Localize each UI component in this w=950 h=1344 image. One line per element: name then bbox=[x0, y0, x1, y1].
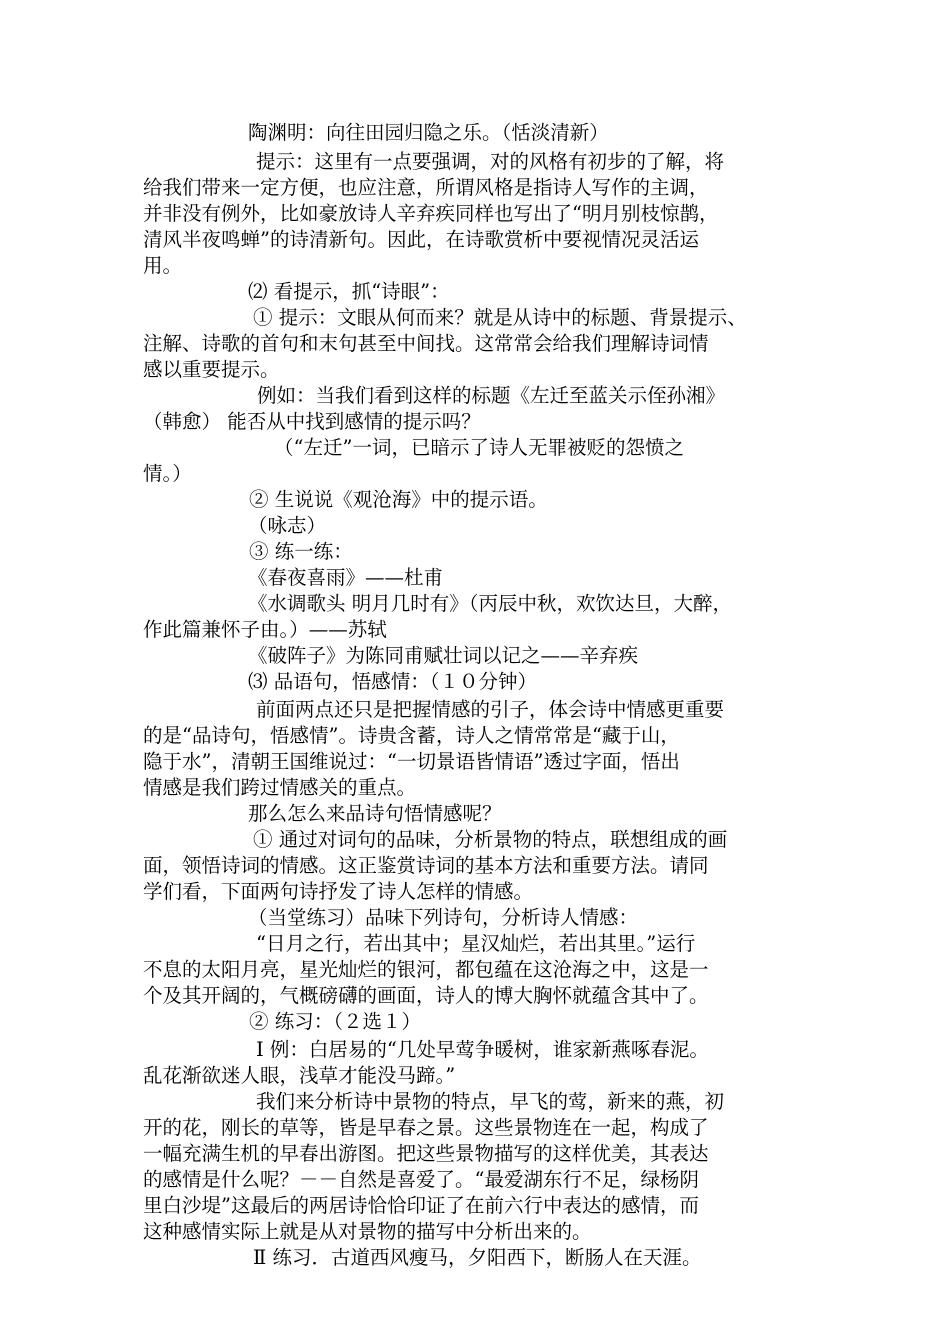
text-line: 这种感情实际上就是从对景物的描写中分析出来的。 bbox=[143, 1220, 592, 1243]
text-line: 《破阵子》为陈同甫赋壮词以记之——辛弃疾 bbox=[248, 644, 639, 667]
text-line: 隐于水”，清朝王国维说过：“一切景语皆情语”透过字面，悟出 bbox=[143, 750, 680, 773]
text-line: 不息的太阳月亮，星光灿烂的银河，都包蕴在这沧海之中，这是一 bbox=[143, 958, 709, 981]
text-line: 提示：这里有一点要强调，对的风格有初步的了解，将 bbox=[256, 150, 725, 173]
text-line: 的感情是什么呢？－－自然是喜爱了。“最爱湖东行不足，绿杨阴 bbox=[143, 1168, 699, 1191]
text-line: 《春夜喜雨》——杜甫 bbox=[248, 566, 444, 589]
text-line: ① 通过对词句的品味，分析景物的特点，联想组成的画 bbox=[253, 828, 728, 851]
text-line: ② 练习：（２选１） bbox=[249, 1010, 421, 1033]
text-line: 用。 bbox=[143, 254, 183, 277]
text-line: 并非没有例外，比如豪放诗人辛弃疾同样也写出了“明月别枝惊鹊， bbox=[143, 202, 719, 225]
text-line: 面，领悟诗词的情感。这正鉴赏诗词的基本方法和重要方法。请同 bbox=[143, 854, 709, 877]
text-line: 学们看，下面两句诗抒发了诗人怎样的情感。 bbox=[143, 880, 534, 903]
text-line: 注解、诗歌的首句和末句甚至中间找。这常常会给我们理解诗词情 bbox=[143, 332, 709, 355]
text-line: 情感是我们跨过情感关的重点。 bbox=[143, 776, 417, 799]
text-line: Ⅰ 例：白居易的“几处早莺争暖树，谁家新燕啄春泥。 bbox=[256, 1038, 709, 1061]
text-line: 个及其开阔的，气概磅礴的画面，诗人的博大胸怀就蕴含其中了。 bbox=[143, 984, 709, 1007]
text-line: （当堂练习）品味下列诗句，分析诗人情感： bbox=[248, 906, 639, 929]
text-line: 清风半夜鸣蝉”的诗清新句。因此，在诗歌赏析中要视情况灵活运 bbox=[143, 228, 699, 251]
text-line: 情。） bbox=[143, 462, 192, 485]
text-line: ⑵ 看提示，抓“诗眼”： bbox=[248, 280, 450, 303]
text-line: 感以重要提示。 bbox=[143, 358, 280, 381]
text-line: 《水调歌头 明月几时有》（丙辰中秋，欢饮达旦，大醉， bbox=[248, 592, 732, 615]
text-line: ⑶ 品语句，悟感情：（１０分钟） bbox=[248, 670, 537, 693]
text-line: 我们来分析诗中景物的特点，早飞的莺，新来的燕，初 bbox=[256, 1090, 725, 1113]
text-line: 陶渊明：向往田园归隐之乐。（恬淡清新） bbox=[248, 121, 609, 144]
text-line: 里白沙堤”这最后的两居诗恰恰印证了在前六行中表达的感情，而 bbox=[143, 1194, 699, 1217]
text-line: （“左迁”一词，已暗示了诗人无罪被贬的怨愤之 bbox=[274, 436, 684, 459]
text-line: 乱花渐欲迷人眼，浅草才能没马蹄。” bbox=[143, 1064, 456, 1087]
text-line: 的是“品诗句，悟感情”。诗贵含蓄，诗人之情常常是“藏于山， bbox=[143, 724, 680, 747]
text-line: ① 提示：文眼从何而来？就是从诗中的标题、背景提示、 bbox=[253, 306, 747, 329]
text-line: 作此篇兼怀子由。）——苏轼 bbox=[143, 618, 387, 641]
text-line: 开的花，刚长的草等，皆是早春之景。这些景物连在一起，构成了 bbox=[143, 1116, 709, 1139]
text-line: （咏志） bbox=[248, 514, 327, 537]
text-line: 前面两点还只是把握情感的引子，体会诗中情感更重要 bbox=[256, 698, 725, 721]
text-line: Ⅱ 练习．古道西风瘦马，夕阳西下，断肠人在天涯。 bbox=[253, 1246, 702, 1269]
text-line: 例如：当我们看到这样的标题《左迁至蓝关示侄孙湘》 bbox=[257, 384, 726, 407]
text-line: 那么怎么来品诗句悟情感呢？ bbox=[248, 802, 502, 825]
text-line: ② 生说说《观沧海》中的提示语。 bbox=[249, 488, 548, 511]
text-line: ③ 练一练： bbox=[249, 540, 353, 563]
text-line: 给我们带来一定方便，也应注意，所谓风格是指诗人写作的主调， bbox=[143, 176, 709, 199]
text-line: （韩愈） 能否从中找到感情的提示吗？ bbox=[143, 410, 481, 433]
text-line: “日月之行，若出其中；星汉灿烂，若出其里。”运行 bbox=[256, 932, 696, 955]
text-line: 一幅充满生机的早春出游图。把这些景物描写的这样优美，其表达 bbox=[143, 1142, 709, 1165]
